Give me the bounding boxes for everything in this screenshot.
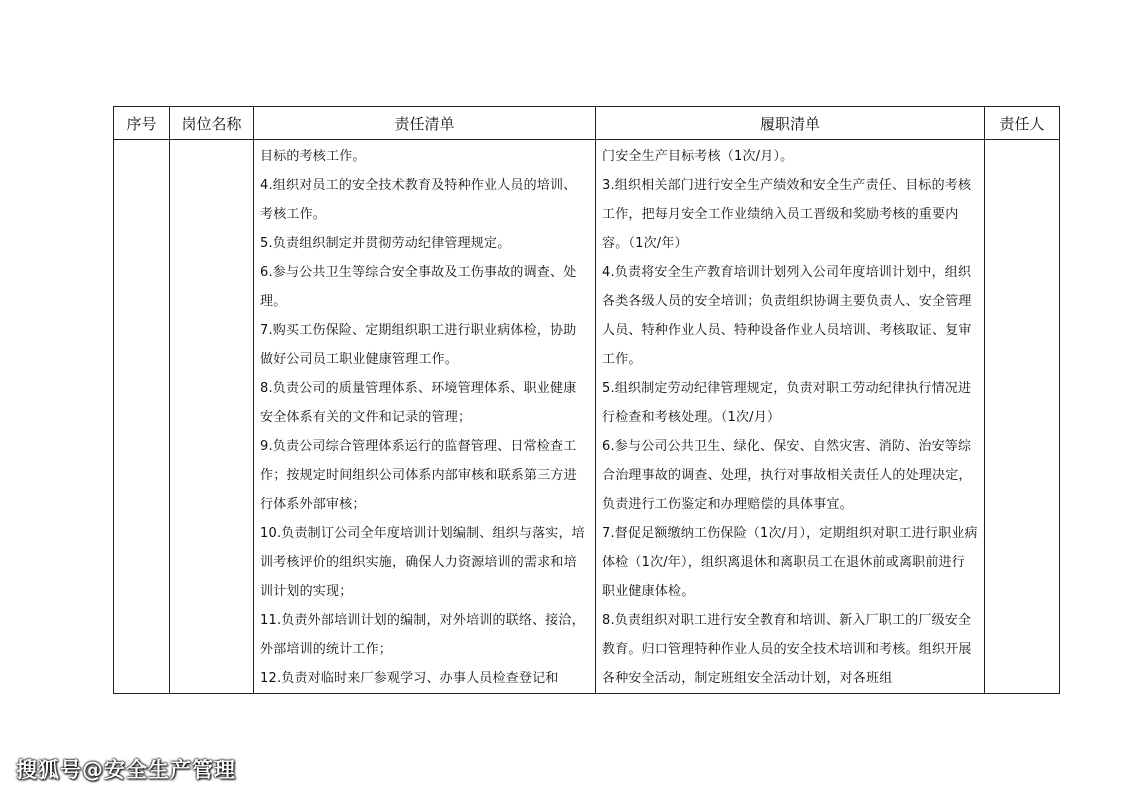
- header-position: 岗位名称: [170, 107, 254, 140]
- list-item: 3.组织相关部门进行安全生产绩效和安全生产责任、目标的考核工作，把每月安全工作业绩纳入员工晋级和奖励考核的重要内容。（1次/年）: [602, 178, 972, 251]
- table-row: [114, 140, 1060, 694]
- header-responsibilities: 责任清单: [254, 107, 596, 140]
- header-duties: 履职清单: [596, 107, 985, 140]
- list-item: 5.负责组织制定并贯彻劳动纪律管理规定。: [260, 236, 511, 251]
- cell-responsible-person: [985, 140, 1060, 694]
- cell-position: [170, 140, 254, 694]
- responsibilities-list: [254, 140, 595, 693]
- list-item: 4.负责将安全生产教育培训计划列入公司年度培训计划中，组织各类各级人员的安全培训；负责组织协调主要负责人、安全管理人员、特种作业人员、特种设备作业人员培训、考核取证、复审工作。: [602, 265, 972, 367]
- cell-duties: [596, 140, 985, 694]
- list-item: 目标的考核工作。: [260, 149, 366, 164]
- list-item: 8.负责组织对职工进行安全教育和培训、新入厂职工的厂级安全教育。归口管理特种作业人员的安全技术培训和考核。组织开展各种安全活动，制定班组安全活动计划，对各班组: [602, 613, 972, 686]
- list-item: 门安全生产目标考核（1次/月）。: [602, 149, 794, 164]
- list-item: 12.负责对临时来厂参观学习、办事人员检查登记和: [260, 671, 559, 686]
- table-header-row: [114, 107, 1060, 140]
- cell-seq: [114, 140, 170, 694]
- header-seq: 序号: [114, 107, 170, 140]
- list-item: 10.负责制订公司全年度培训计划编制、组织与落实，培训考核评价的组织实施，确保人力资源培训的需求和培训计划的实现；: [260, 526, 585, 599]
- list-item: 4.组织对员工的安全技术教育及特种作业人员的培训、考核工作。: [260, 178, 577, 222]
- header-responsible-person: 责任人: [985, 107, 1060, 140]
- list-item: 5.组织制定劳动纪律管理规定，负责对职工劳动纪律执行情况进行检查和考核处理。（1次/月）: [602, 381, 972, 425]
- cell-responsibilities: [254, 140, 596, 694]
- list-item: 7.督促足额缴纳工伤保险（1次/月），定期组织对职工进行职业病体检（1次/年），组织离退休和离职员工在退休前或离职前进行职业健康体检。: [602, 526, 978, 599]
- list-item: 11.负责外部培训计划的编制，对外培训的联络、接洽，外部培训的统计工作；: [260, 613, 585, 657]
- list-item: 9.负责公司综合管理体系运行的监督管理、日常检查工作；按规定时间组织公司体系内部审核和联系第三方进行体系外部审核；: [260, 439, 577, 512]
- list-item: 6.参与公司公共卫生、绿化、保安、自然灾害、消防、治安等综合治理事故的调查、处理，执行对事故相关责任人的处理决定，负责进行工伤鉴定和办理赔偿的具体事宜。: [602, 439, 972, 512]
- list-item: 6.参与公共卫生等综合安全事故及工伤事故的调查、处理。: [260, 265, 577, 309]
- list-item: 7.购买工伤保险、定期组织职工进行职业病体检，协助做好公司员工职业健康管理工作。: [260, 323, 577, 367]
- watermark-text: 搜狐号@安全生产管理: [16, 758, 236, 782]
- responsibility-table: [113, 106, 1060, 694]
- list-item: 8.负责公司的质量管理体系、环境管理体系、职业健康安全体系有关的文件和记录的管理；: [260, 381, 577, 425]
- duties-list: [596, 140, 984, 693]
